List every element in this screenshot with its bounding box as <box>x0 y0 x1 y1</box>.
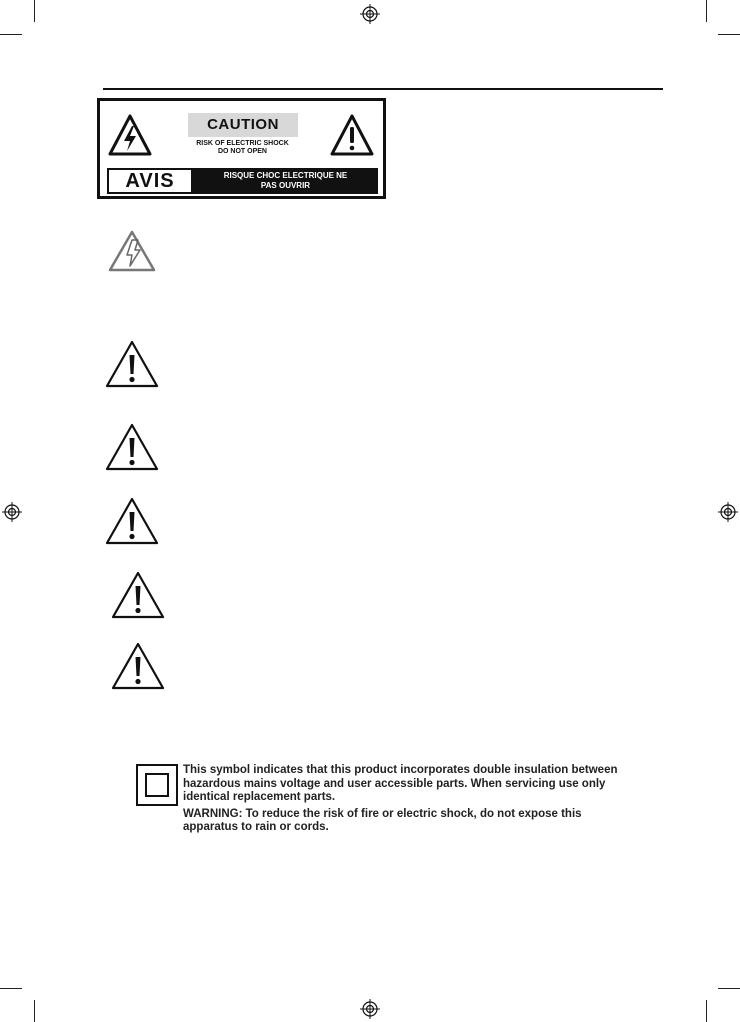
crop-mark-bottom-right-horizontal <box>718 988 740 989</box>
registration-mark-right-icon <box>718 502 738 522</box>
crop-mark-bottom-left-horizontal <box>0 988 22 989</box>
lightning-triangle-icon <box>107 229 157 273</box>
double-insulation-text <box>183 764 628 835</box>
exclamation-triangle-icon <box>330 113 374 157</box>
french-warning-line1: RISQUE CHOC ELECTRIQUE NE <box>223 171 348 180</box>
double-insulation-description: This symbol indicates that this product incorporates double insulation between hazardous mains voltage and user accessible parts. When servicing use only identical replacement parts. <box>183 764 618 803</box>
exclamation-triangle-icon <box>104 496 160 546</box>
crop-mark-bottom-left-vertical <box>34 1000 35 1022</box>
avis-label: AVIS <box>107 168 193 194</box>
exclamation-triangle-icon <box>110 570 166 620</box>
exclamation-triangle-icon <box>104 339 160 389</box>
double-insulation-inner-square <box>145 773 169 797</box>
caution-subtitle-line2: DO NOT OPEN <box>217 148 267 155</box>
header-rule <box>103 88 663 90</box>
caution-subtitle <box>170 140 315 156</box>
registration-mark-bottom-icon <box>360 999 380 1019</box>
exclamation-triangle-icon <box>110 641 166 691</box>
caution-title: CAUTION <box>188 113 298 137</box>
exclamation-triangle-icon <box>104 422 160 472</box>
crop-mark-bottom-right-vertical <box>706 1000 707 1022</box>
registration-mark-top-icon <box>360 4 380 24</box>
french-warning <box>193 168 378 194</box>
caution-subtitle-line1: RISK OF ELECTRIC SHOCK <box>196 140 289 147</box>
fire-shock-warning: WARNING: To reduce the risk of fire or electric shock, do not expose this apparatus to rain or cords. <box>183 807 582 833</box>
crop-mark-top-left-horizontal <box>0 34 22 35</box>
crop-mark-top-right-vertical <box>706 0 707 22</box>
french-warning-line2: PAS OUVRIR <box>260 181 311 190</box>
crop-mark-top-right-horizontal <box>718 34 740 35</box>
caution-label <box>97 98 386 199</box>
double-insulation-icon <box>136 764 178 806</box>
crop-mark-top-left-vertical <box>34 0 35 22</box>
lightning-triangle-icon <box>108 113 152 157</box>
registration-mark-left-icon <box>2 502 22 522</box>
